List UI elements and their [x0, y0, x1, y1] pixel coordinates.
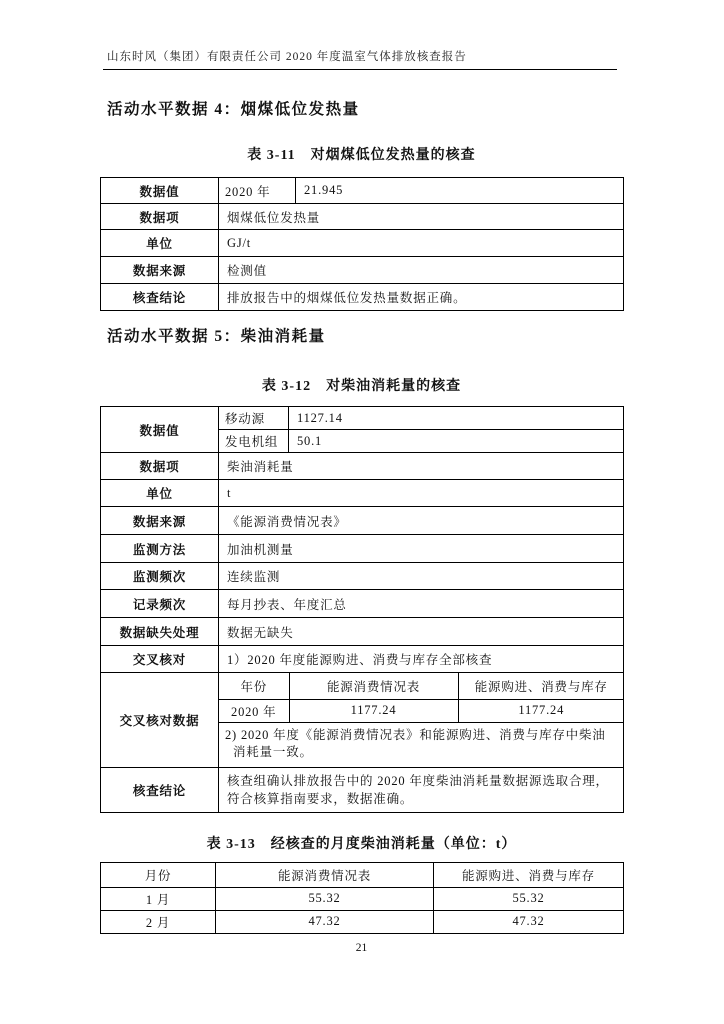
- table-row: [101, 646, 624, 673]
- cross-check-nested-table: [219, 673, 624, 723]
- cell-label: 数据来源: [101, 507, 219, 535]
- table-3-13-caption: 表 3-13 经核查的月度柴油消耗量（单位：t）: [206, 836, 517, 852]
- table-row: [101, 204, 624, 230]
- cell-source-name: 移动源: [219, 407, 289, 430]
- cell-value: 排放报告中的烟煤低位发热量数据正确。: [219, 284, 624, 311]
- cell-label: 监测方法: [101, 535, 219, 563]
- table-row: [101, 407, 624, 430]
- table-row: [101, 563, 624, 590]
- table-row: [101, 507, 624, 535]
- table-row: [101, 767, 624, 812]
- table-row: [101, 284, 624, 311]
- cell-label: 交叉核对数据: [101, 673, 219, 768]
- table-row: [101, 535, 624, 563]
- cell-value: 1127.14: [289, 407, 624, 430]
- nested-cell: 1177.24: [289, 699, 458, 722]
- cell-value: 47.32: [434, 910, 624, 933]
- cell-value: 连续监测: [219, 563, 624, 590]
- cell-value: 21.945: [296, 178, 624, 204]
- cross-check-note: 2) 2020 年度《能源消费情况表》和能源购进、消费与库存中柴油消耗量一致。: [225, 727, 606, 759]
- table-row-cross-check-data: [101, 673, 624, 768]
- document-header: [103, 48, 617, 70]
- column-header: 能源购进、消费与库存: [434, 862, 624, 887]
- page-number: 21: [355, 941, 368, 954]
- cell-value: 55.32: [216, 887, 434, 910]
- table-3-11-caption: 表 3-11 对烟煤低位发热量的核查: [247, 148, 476, 163]
- cell-label: 监测频次: [101, 563, 219, 590]
- cell-value: 核查组确认排放报告中的 2020 年度柴油消耗量数据源选取合理，符合核算指南要求，数据准确。: [219, 767, 624, 812]
- cell-label: 数据来源: [101, 257, 219, 284]
- table-row: [101, 453, 624, 480]
- nested-header-row: [219, 673, 624, 699]
- nested-header: 年份: [219, 673, 289, 699]
- cell-label: 数据项: [101, 453, 219, 480]
- cell-label: 核查结论: [101, 284, 219, 311]
- cell-label: 数据项: [101, 204, 219, 230]
- table-3-12-caption: 表 3-12 对柴油消耗量的核查: [261, 379, 462, 394]
- cell-value: 《能源消费情况表》: [219, 507, 624, 535]
- table-row: [101, 230, 624, 257]
- cell-value: 47.32: [216, 910, 434, 933]
- table-row: [101, 910, 624, 933]
- table-header-row: [101, 862, 624, 887]
- nested-cell: 1177.24: [458, 699, 624, 722]
- table-3-11: [100, 177, 624, 311]
- report-title: 山东时风（集团）有限责任公司 2020 年度温室气体排放核查报告: [107, 51, 467, 63]
- cell-value: 50.1: [289, 430, 624, 453]
- nested-cell: 2020 年: [219, 699, 289, 722]
- cell-label: 核查结论: [101, 767, 219, 812]
- cell-label: 交叉核对: [101, 646, 219, 673]
- cell-label: 记录频次: [101, 590, 219, 618]
- section-heading-activity-data-4: 活动水平数据 4：烟煤低位发热量: [107, 101, 360, 118]
- nested-header: 能源购进、消费与库存: [458, 673, 624, 699]
- table-row: [101, 178, 624, 204]
- table-3-13: [100, 862, 624, 934]
- table-row: [101, 590, 624, 618]
- table-row: [101, 618, 624, 646]
- nested-header: 能源消费情况表: [289, 673, 458, 699]
- cross-check-data-cell: [219, 673, 624, 768]
- cell-month: 1 月: [101, 887, 216, 910]
- cell-value: GJ/t: [219, 230, 624, 257]
- cell-label: 数据缺失处理: [101, 618, 219, 646]
- table-row: [101, 257, 624, 284]
- cell-value: 烟煤低位发热量: [219, 204, 624, 230]
- section-heading-activity-data-5: 活动水平数据 5：柴油消耗量: [107, 328, 326, 345]
- cell-label: 单位: [101, 230, 219, 257]
- cell-value: 1）2020 年度能源购进、消费与库存全部核查: [219, 646, 624, 673]
- cell-value: 55.32: [434, 887, 624, 910]
- column-header: 能源消费情况表: [216, 862, 434, 887]
- cell-year: 2020 年: [219, 178, 296, 204]
- table-row: [101, 480, 624, 507]
- column-header: 月份: [101, 862, 216, 887]
- cell-value: t: [219, 480, 624, 507]
- nested-data-row: [219, 699, 624, 722]
- cell-value: 加油机测量: [219, 535, 624, 563]
- cell-value: 每月抄表、年度汇总: [219, 590, 624, 618]
- cell-label: 数据值: [101, 407, 219, 453]
- cell-value: 数据无缺失: [219, 618, 624, 646]
- table-3-12: [100, 406, 624, 813]
- cell-value: 检测值: [219, 257, 624, 284]
- cell-value: 柴油消耗量: [219, 453, 624, 480]
- cell-label: 单位: [101, 480, 219, 507]
- cell-label: 数据值: [101, 178, 219, 204]
- table-row: [101, 887, 624, 910]
- cell-month: 2 月: [101, 910, 216, 933]
- cell-source-name: 发电机组: [219, 430, 289, 453]
